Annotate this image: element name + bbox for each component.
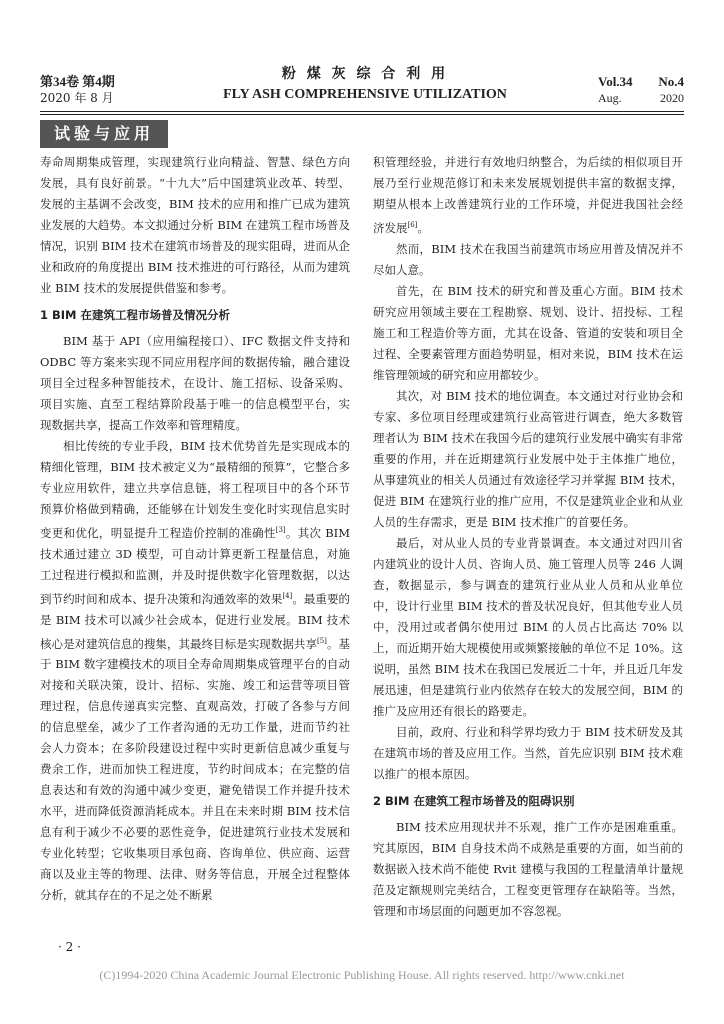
date-cn: 2020 年 8 月 bbox=[40, 91, 114, 105]
journal-title-cn: 粉 煤 灰 综 合 利 用 bbox=[281, 66, 449, 82]
continued-text: 积管理经验，并进行有效地归纳整合，为后续的相似项目开展乃至行业规范修订和未来发展规划提供丰富的数据支撑，期望从根本上改善建筑行业的工作环境，并促进我国社会经济发展 bbox=[373, 155, 683, 235]
header-right bbox=[598, 74, 684, 106]
month-en: Aug. bbox=[598, 91, 622, 105]
paragraph-2 bbox=[40, 436, 350, 906]
citation-3: [3] bbox=[275, 526, 286, 534]
right-column bbox=[373, 152, 683, 922]
page-number: · 2 · bbox=[58, 940, 81, 954]
citation-6: [6] bbox=[407, 221, 418, 229]
journal-title-en: FLY ASH COMPREHENSIVE UTILIZATION bbox=[223, 87, 507, 102]
left-column bbox=[40, 152, 350, 906]
section-tag: 试验与应用 bbox=[40, 120, 168, 148]
section-heading-2: 2 BIM 在建筑工程市场普及的阻碍识别 bbox=[373, 793, 575, 808]
volume-issue-cn: 第34卷 第4期 bbox=[40, 74, 115, 89]
paragraph-8: BIM 技术应用现状并不乐观，推广工作亦是困难重重。究其原因，BIM 自身技术尚不成熟是重要的方面，如当前的数据嵌入技术尚不能使 Rvit 建模与我国的工程量清单计量规范及定额规则完美结合，工程变更管理存在缺陷等。当然，管理和市场层面的问题更加不容忽视。 bbox=[373, 819, 683, 918]
citation-5: [5] bbox=[317, 636, 327, 645]
header-center bbox=[220, 64, 510, 106]
paragraph-2-part-a: 相比传统的专业手段，BIM 技术优势首先是实现成本的精细化管理，BIM 技术被定义为“最精细的预算”，它整合多专业应用软件，建立共享信息链，将工程项目中的各个环节预算价格做到精确，还能够在计划发生变化时实现信息实时变更和优化，明显提升工程造价控制的准确性 bbox=[40, 439, 350, 540]
year-en: 2020 bbox=[660, 91, 684, 105]
paragraph-3: 然而，BIM 技术在我国当前建筑市场应用普及情况并不尽如人意。 bbox=[373, 241, 683, 277]
copyright-footer: (C)1994-2020 China Academic Journal Electronic Publishing House. All rights reserved. http://www.cnki.net bbox=[99, 968, 625, 982]
citation-4: [4] bbox=[282, 591, 293, 600]
issue-en: No.4 bbox=[658, 74, 684, 89]
paragraph-2-part-d: 。基于 BIM 数字建模技术的项目全寿命周期集成管理平台的自动对接和关联决策，设计、招标、实施、竣工和运营等项目管理过程，信息传递真实完整、直观高效，打破了各参与方间的信息壁垒，减少了工作者沟通的无功工作量，进而节约社会人力资本；在多阶段建设过程中实时更新信息减少重复与费余工作，进而加快工程进度，节约时间成本；在完整的信息表达和有效的沟通中减少变更，避免错误工作并提升技术水平，进而降低资源消耗成本。并且在未来时期 BIM 技术信息有利于减少不必要的恶性竞争，促进建筑行业技术发展和专业化转型；它收集项目承包商、咨询单位、供应商、运营商以及业主等的物理、法律、财务等信息，开展全过程整体分析，就其存在的不足之处不断累 bbox=[40, 636, 351, 903]
paragraph-5: 其次，对 BIM 技术的地位调查。本文通过对行业协会和专家、多位项目经理或建筑行业高管进行调查，绝大多数管理者认为 BIM 技术在我国今后的建筑行业发展中确实有非常重要的作用，并在近期建筑行业发展中处于主体推广地位，从事建筑业的相关人员通过有效途径学习并掌握 BIM 技术，促进 BIM 在建筑行业的推广应用，不仅是建筑业企业和从业人员的生存需求，更是 BIM 技术推广的首要任务。 bbox=[373, 388, 683, 529]
paragraph-6: 最后，对从业人员的专业背景调查。本文通过对四川省内建筑业的设计人员、咨询人员、施工管理人员等 246 人调查，数据显示，参与调查的建筑行业从业人员和从业单位中，设计行业里 BIM 技术的普及状况良好，但其他专业人员中，没用过或者偶尔使用过 BIM 的人员占比高达 70% 以上，而近期开始大规模使用或频繁接触的单位不足 10%。这说明，虽然 BIM 技术在我国已发展近二十年，并且近几年发展迅速，但是建筑行业内依然存在较大的发展空间，BIM 的推广及应用还有很长的路要走。 bbox=[373, 535, 683, 718]
header-left bbox=[40, 74, 115, 106]
paragraph-2-part-c: 。最重要的是 BIM 技术可以减少社会成本，促进行业发展。BIM 技术核心是对建筑信息的搜集，其最终目标是实现数据共享 bbox=[40, 591, 351, 651]
paragraph-1: BIM 基于 API（应用编程接口）、IFC 数据文件支持和 ODBC 等方案来实现不同应用程序间的数据传输，融合建设项目全过程多种智能技术，在设计、施工招标、设备采购、项目实施、直至工程结算阶段基于唯一的信息模型平台，实现数据共享，提高工作效率和管理精度。 bbox=[40, 334, 350, 432]
header-rule-bottom bbox=[40, 114, 684, 115]
header-rule-top bbox=[40, 111, 684, 112]
volume-en: Vol.34 bbox=[598, 74, 633, 89]
paragraph-2-part-b: 。其次 BIM 技术通过建立 3D 模型，可自动计算更新工程量信息，对施工过程进行模拟和监测，并及时提供数字化管理数据，以达到节约时间和成本、提升决策和沟通效率的效果 bbox=[40, 525, 350, 606]
section-heading-1: 1 BIM 在建筑工程市场普及情况分析 bbox=[40, 308, 230, 322]
intro-paragraph: 寿命周期集成管理，实现建筑行业向精益、智慧、绿色方向发展，具有良好前景。“十九大”后中国建筑业改革、转型、发展的主基调不会改变，BIM 技术的应用和推广已成为建筑业发展的大趋势。本文拟通过分析 BIM 在建筑工程市场普及情况，识别 BIM 技术在建筑市场普及的现实阻碍，进而从企业和政府的角度提出 BIM 技术推进的可行路径，从而为建筑业 BIM 技术的发展提供借鉴和参考。 bbox=[40, 155, 350, 295]
period: 。 bbox=[417, 220, 429, 235]
paragraph-7: 目前，政府、行业和科学界均致力于 BIM 技术研发及其在建筑市场的普及应用工作。当然，首先应识别 BIM 技术难以推广的根本原因。 bbox=[373, 724, 683, 781]
continued-paragraph bbox=[373, 152, 683, 239]
paragraph-4: 首先，在 BIM 技术的研究和普及重心方面。BIM 技术研究应用领域主要在工程勘察、规划、设计、招投标、工程施工和工程造价等方面，尤其在设备、管道的安装和项目全过程、全要素管理方面趋势明显，相对来说，BIM 技术在运维管理领域的研究和应用都较少。 bbox=[373, 283, 683, 382]
